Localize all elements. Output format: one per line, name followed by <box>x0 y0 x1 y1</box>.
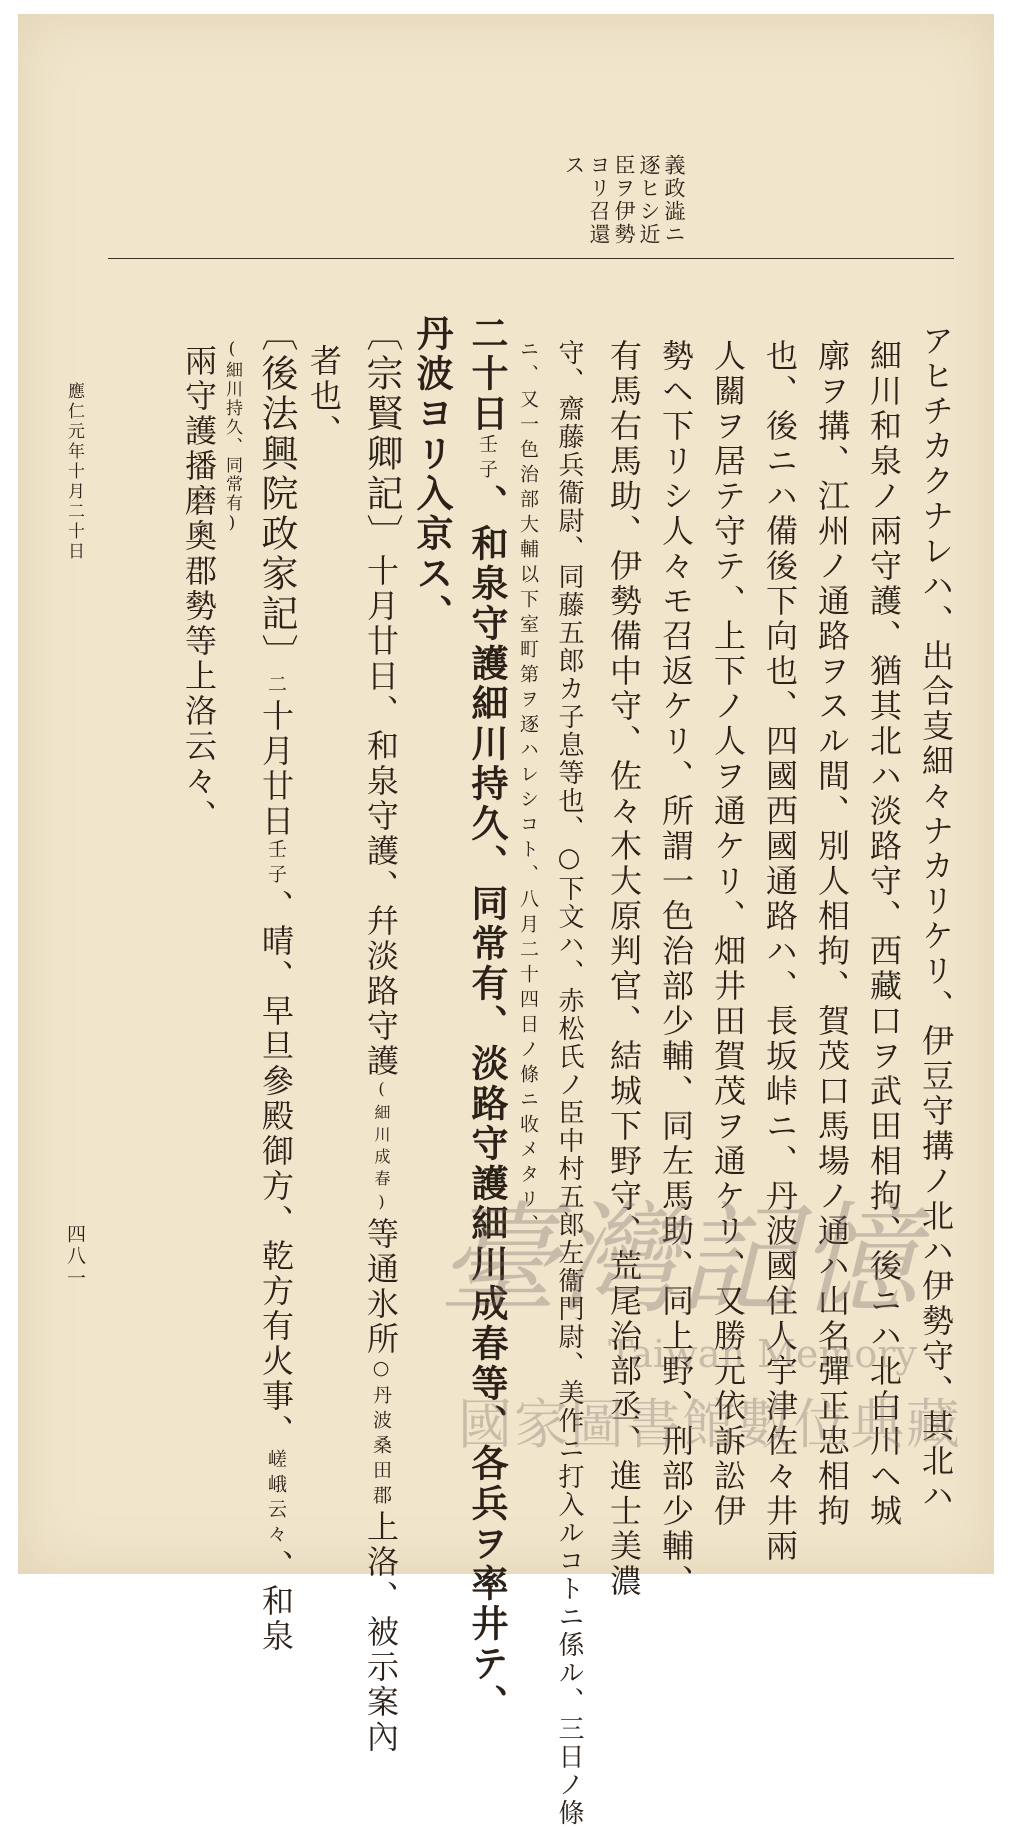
source-note: (細川成春) <box>372 1079 391 1217</box>
source-text: 十月廿日 <box>257 699 295 839</box>
running-footer-date: 應仁元年十月二十日 <box>64 382 84 562</box>
body-line: 勢ヘ下リシ人々モ召返ケリ、所謂一色治部少輔、同左馬助、同上野、刑部少輔、 <box>657 339 695 1599</box>
source-note: 二 <box>265 674 287 699</box>
body-line: 廓ヲ搆、江州ノ通路ヲスル間、別人相拘、賀茂口馬場ノ通ハ山名彈正忠相拘 <box>813 339 851 1529</box>
source-continuation: 兩守護播磨奧郡勢等上洛云々、 <box>180 344 218 834</box>
sidenote-line: 臣ヲ伊勢 <box>612 154 636 246</box>
body-line: 人關ヲ居テ守テ、上下ノ人ヲ通ケリ、畑井田賀茂ヲ通ケリ、又勝元依訴訟伊 <box>709 339 747 1529</box>
entry-heading <box>465 314 509 1724</box>
sidenote-line: 逐ヒシ近 <box>637 154 661 246</box>
body-note-line: ニ、又一色治部大輔以下室町第ヲ逐ハレシコト、八月二十四日ノ條ニ收メタリ、 <box>517 339 539 1239</box>
document-page <box>18 14 994 1827</box>
source-text: 、和泉 <box>257 1549 295 1654</box>
source-note: (細川持久、同常有) <box>222 339 242 535</box>
watermark-glyphs: 臺灣記憶 <box>438 1191 918 1330</box>
sidenote-line: ス <box>562 154 586 177</box>
source-entry <box>255 314 298 1654</box>
watermark-org: 國家圖書館數位典藏 <box>458 1393 962 1456</box>
entry-date-note: 壬子 <box>476 434 498 484</box>
sidenote-line: 義政澁ニ <box>662 154 686 246</box>
body-line: 也、後ニハ備後下向也、四國西國通路ハ、長坂峠ニ、丹波國住人宇津佐々井兩 <box>761 339 799 1564</box>
source-title: 〔後法興院政家記〕 <box>255 314 298 674</box>
source-note: 嵯峨云々 <box>265 1449 287 1549</box>
entry-text: 、和泉守護細川持久、同常有、淡路守護細川成春等、各兵ヲ率井テ、 <box>465 484 509 1724</box>
body-line: 細川和泉ノ兩守護、猶其北ハ淡路守、西藏口ヲ武田相拘、後ニハ北白川ヘ城 <box>865 339 903 1529</box>
source-continuation: 者也、 <box>305 344 343 449</box>
source-text: 、晴、早旦參殿御方、乾方有火事、 <box>257 889 295 1449</box>
source-note: ○丹波桑田郡 <box>370 1357 392 1510</box>
source-title: 〔宗賢卿記〕 <box>360 314 403 554</box>
body-line: 守、齋藤兵衞尉、同藤五郎カ子息等也、○下文ハ、赤松氏ノ臣中村五郎左衞門尉、美作ニ打入ルコトニ係ル、三日ノ條 <box>554 339 584 1827</box>
entry-date: 二十日 <box>465 314 509 434</box>
source-text: 上洛、被示案內 <box>362 1510 400 1755</box>
page-number: 四八一 <box>64 1224 86 1290</box>
body-line: 有馬右馬助、伊勢備中守、佐々木大原判官、結城下野守、荒尾治部丞、進士美濃 <box>605 339 643 1599</box>
sidenote-line: ヨリ召還 <box>587 154 611 246</box>
source-text: 等通氷所 <box>362 1217 400 1357</box>
source-entry <box>360 314 403 1755</box>
source-note: 壬子 <box>265 839 287 889</box>
source-text: 十月廿日、和泉守護、幷淡路守護 <box>362 554 400 1079</box>
header-rule <box>108 258 954 259</box>
body-line: アヒチカクナレハ、出合㕝細々ナカリケリ、伊豆守搆ノ北ハ伊勢守、其北ハ <box>917 324 955 1514</box>
watermark-latin: Taiwan Memory <box>608 1332 917 1376</box>
entry-continuation: 丹波ヨリ入京ス、 <box>410 314 454 634</box>
